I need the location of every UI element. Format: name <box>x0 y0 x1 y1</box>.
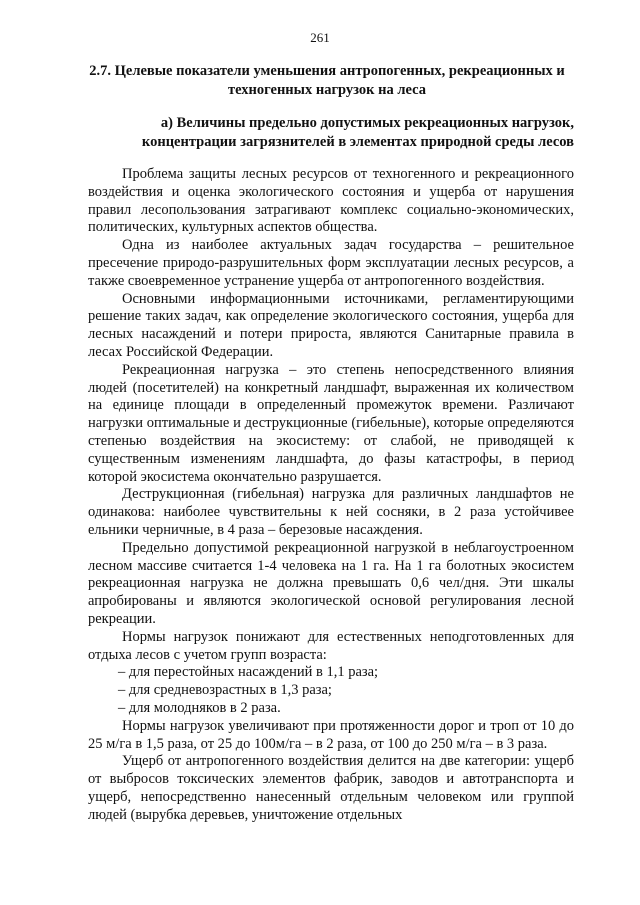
list-item: – для перестойных насаждений в 1,1 раза; <box>118 664 379 681</box>
paragraph: Деструкционная (гибельная) нагрузка для различных ландшафтов не одинакова: наиболее чувствительны к ней сосняки, в 2 раза устойчивее ельники черничные, в 4 раза – березовые насаждения. <box>88 486 574 538</box>
paragraph: Рекреационная нагрузка – это степень непосредственного влияния людей (посетителей) на конкретный ландшафт, выраженная их количеством на единице площади в определенный промежуток времени. Различают нагрузки оптимальные и деструкционные (гибельные), которые определяются степенью воздействия на экосистему: от слабой, не приводящей к существенным изменениям ландшафта, до фазы катастрофы, в период которой экосистема окончательно разрушается. <box>88 361 574 485</box>
page-number: 261 <box>310 30 330 45</box>
list-item: – для средневозрастных в 1,3 раза; <box>118 682 332 699</box>
paragraph: Нормы нагрузок понижают для естественных неподготовленных для отдыха лесов с учетом групп возраста: <box>88 628 574 663</box>
subsection-title: а) Величины предельно допустимых рекреационных нагрузок, концентрации загрязнителей в элементах природной среды лесов <box>141 115 574 150</box>
body-text <box>88 166 574 824</box>
paragraph: Одна из наиболее актуальных задач государства – решительное пресечение природо-разрушительных форм эксплуатации лесных ресурсов, а также своевременное устранение ущерба от антропогенного воздействия. <box>88 237 574 289</box>
paragraph: Ущерб от антропогенного воздействия делится на две категории: ущерб от выбросов токсических элементов фабрик, заводов и автотранспорта и ущерб, непосредственно нанесенный отдельным человеком или группой людей (вырубка деревьев, уничтожение отдельных <box>88 753 574 823</box>
paragraph: Основными информационными источниками, регламентирующими решение таких задач, как определение экологического состояния, ущерба для лесных насаждений и потери прироста, являются Санитарные правила в лесах Российской Федерации. <box>88 290 574 360</box>
paragraph: Нормы нагрузок увеличивают при протяженности дорог и троп от 10 до 25 м/га в 1,5 раза, от 25 до 100м/га – в 2 раза, от 100 до 250 м/га – в 3 раза. <box>88 717 574 752</box>
paragraph: Предельно допустимой рекреационной нагрузкой в неблагоустроенном лесном массиве считается 1-4 человека на 1 га. На 1 га болотных экосистем рекреационная нагрузка не должна превышать 0,6 чел/дня. Эти шкалы апробированы и являются экологической основой регулирования лесной рекреации. <box>88 539 574 627</box>
section-title: 2.7. Целевые показатели уменьшения антропогенных, рекреационных и техногенных нагрузок на леса <box>89 63 565 98</box>
paragraph: Проблема защиты лесных ресурсов от техногенного и рекреационного воздействия и оценка экологического состояния и ущерба от нарушения правил лесопользования затрагивают комплекс социально-экономических, политических, культурных аспектов общества. <box>88 166 574 236</box>
list-item: – для молодняков в 2 раза. <box>118 699 281 716</box>
